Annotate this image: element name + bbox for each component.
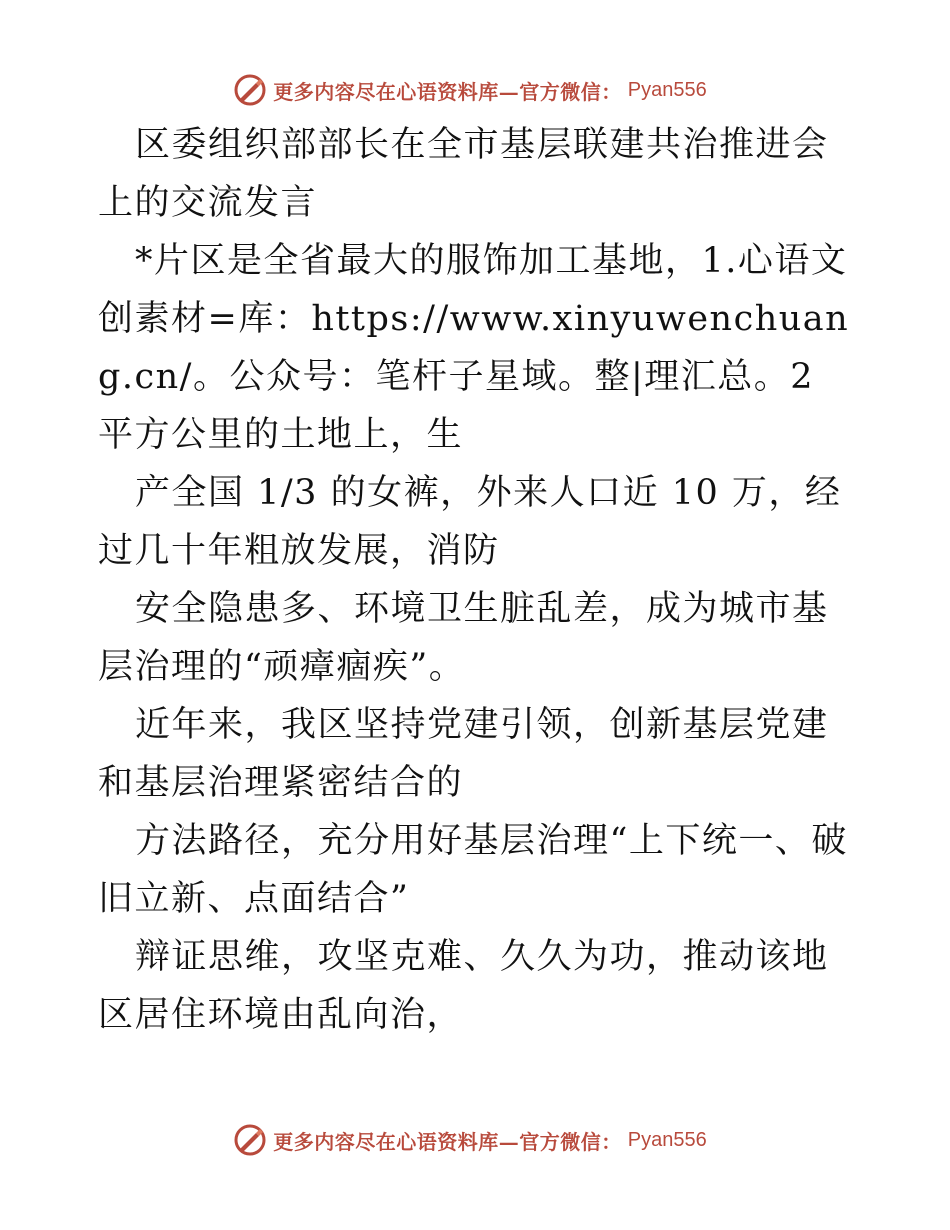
footer-banner bbox=[0, 1120, 950, 1160]
pen-logo-icon bbox=[233, 1123, 267, 1157]
paragraph: *片区是全省最大的服饰加工基地，1.心语文创素材=库：https://www.xinyuwenchuang.cn/。公众号：笔杆子星域。整|理汇总。2 平方公里的土地上，生 bbox=[98, 241, 850, 455]
pen-logo-icon bbox=[233, 73, 267, 107]
footer-banner-text: 更多内容尽在心语资料库—官方微信： bbox=[273, 1129, 622, 1154]
paragraph: 产全国 1/3 的女裤，外来人口近 10 万，经过几十年粗放发展，消防 bbox=[98, 473, 842, 571]
header-banner bbox=[0, 70, 950, 110]
paragraph: 辩证思维，攻坚克难、久久为功，推动该地区居住环境由乱向治， bbox=[98, 937, 829, 1035]
paragraph: 近年来，我区坚持党建引领，创新基层党建和基层治理紧密结合的 bbox=[98, 705, 829, 803]
header-banner-content bbox=[233, 73, 706, 107]
footer-banner-content bbox=[233, 1123, 706, 1157]
paragraph: 安全隐患多、环境卫生脏乱差，成为城市基层治理的“顽瘴痼疾”。 bbox=[98, 589, 829, 687]
header-banner-text: 更多内容尽在心语资料库—官方微信： bbox=[273, 79, 622, 104]
paragraph: 方法路径，充分用好基层治理“上下统一、破旧立新、点面结合” bbox=[98, 821, 848, 919]
document-body bbox=[98, 116, 858, 1044]
document-title: 区委组织部部长在全市基层联建共治推进会上的交流发言 bbox=[98, 125, 829, 223]
header-banner-wechat-id: Pyan556 bbox=[627, 78, 707, 101]
footer-banner-wechat-id: Pyan556 bbox=[627, 1128, 707, 1151]
